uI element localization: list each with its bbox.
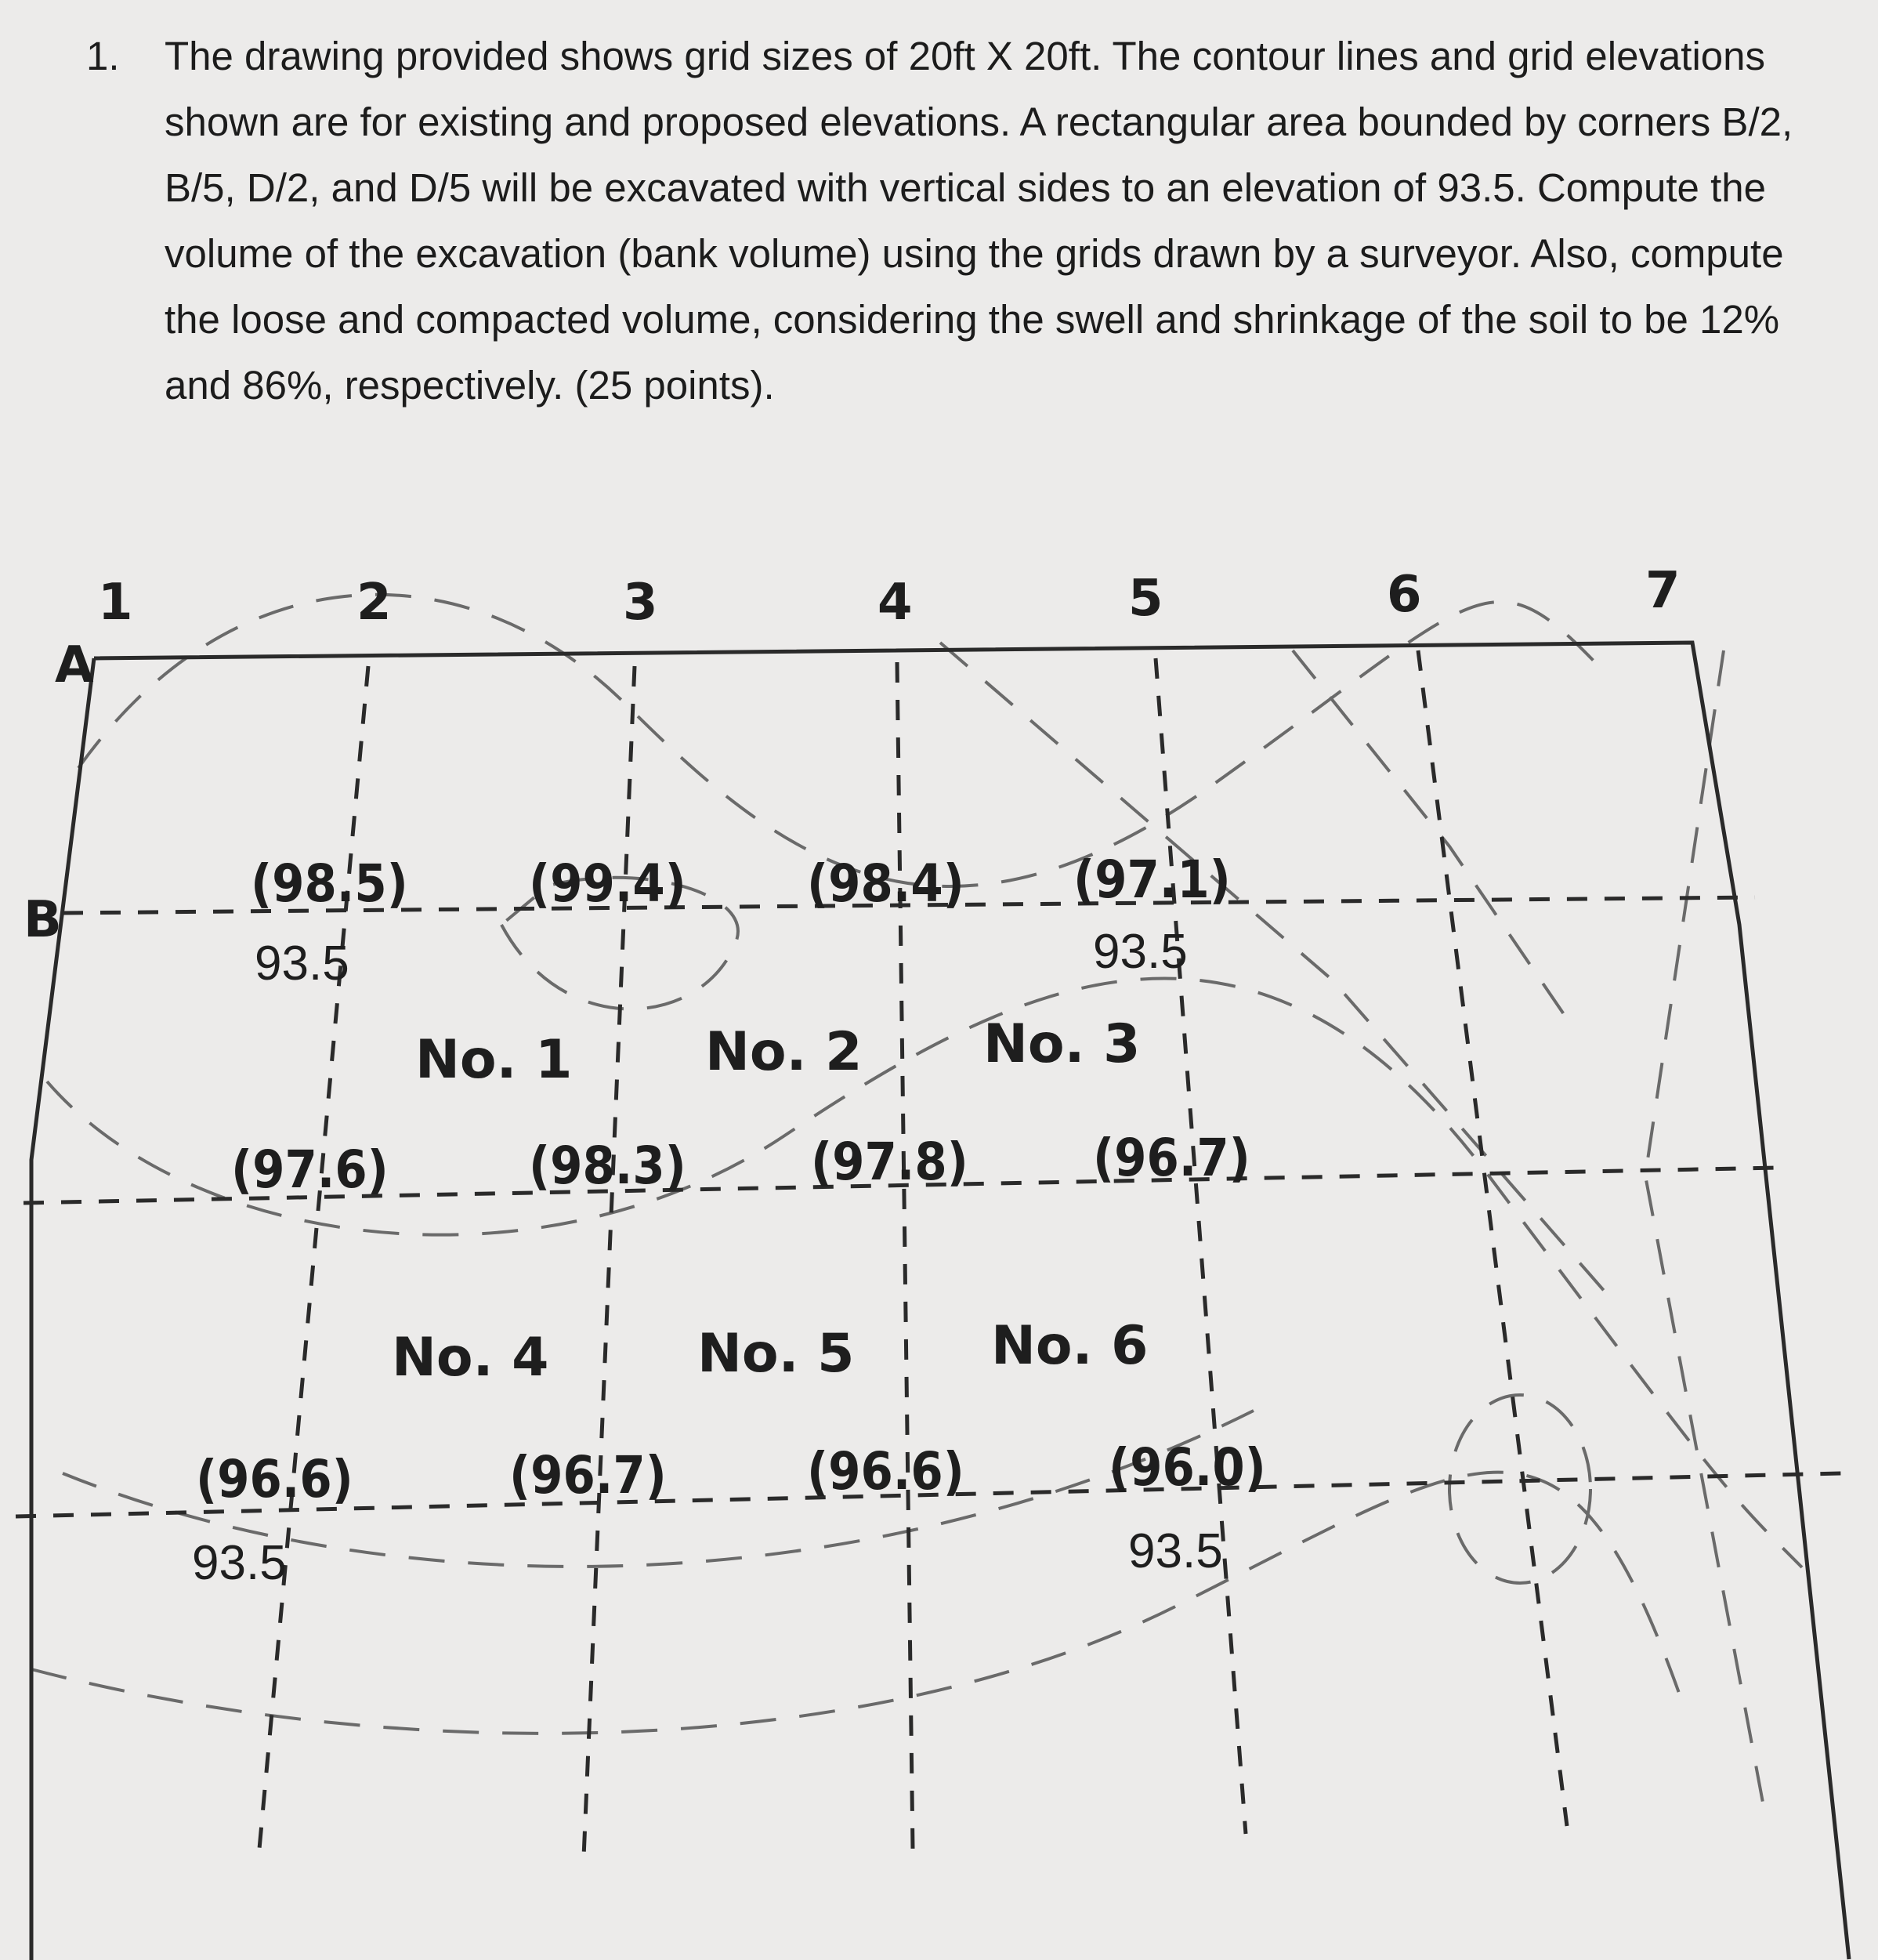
elev-C2: (97.6)	[231, 1139, 389, 1200]
elev-B2: (98.5)	[251, 853, 408, 914]
question-text: The drawing provided shows grid sizes of 20ft X 20ft. The contour lines and grid elevations shown are for existing and proposed elevations. A rectangular area bounded by corners B/2, B/5, D/2, and D/5 will be excavated with vertical sides to an elevation of 93.5. Compute the volume of the excavation (bank volume) using the grids drawn by a surveyor. Also, compute the loose and compacted volume, considering the swell and shrinkage of the soil to be 12% and 86%, respectively. (25 points).	[165, 34, 1793, 408]
cell-no-4: No. 4	[392, 1327, 549, 1389]
elev-B3: (99.4)	[529, 853, 686, 914]
row-labels	[24, 636, 94, 949]
cell-no-5: No. 5	[697, 1323, 855, 1385]
cell-no-6: No. 6	[991, 1315, 1149, 1377]
elev-B5: (97.1)	[1073, 850, 1231, 910]
column-label-6: 6	[1387, 566, 1422, 624]
row-label-B: B	[24, 891, 62, 949]
cell-no-3: No. 3	[983, 1013, 1141, 1075]
elev-B4: (98.4)	[807, 853, 964, 914]
elev-D3: (96.7)	[509, 1445, 667, 1505]
prop-B2: 93.5	[255, 937, 349, 991]
cell-no-2: No. 2	[705, 1021, 863, 1083]
row-label-A: A	[55, 636, 94, 694]
elev-D4: (96.6)	[807, 1441, 964, 1502]
elev-C3: (98.3)	[529, 1136, 686, 1196]
column-label-4: 4	[877, 574, 913, 632]
column-label-3: 3	[623, 574, 658, 632]
elev-C4: (97.8)	[811, 1132, 968, 1192]
elev-D2: (96.6)	[196, 1449, 353, 1509]
question-number: 1.	[86, 34, 120, 78]
cell-no-1: No. 1	[415, 1029, 573, 1091]
prop-D5: 93.5	[1128, 1524, 1223, 1578]
elev-C5: (96.7)	[1093, 1128, 1250, 1188]
prop-B5: 93.5	[1093, 925, 1188, 979]
column-label-7: 7	[1645, 562, 1681, 620]
elev-D5: (96.0)	[1109, 1437, 1266, 1498]
column-label-1: 1	[98, 574, 133, 632]
prop-D2: 93.5	[192, 1536, 287, 1590]
column-label-5: 5	[1128, 570, 1163, 628]
grid-lines	[16, 650, 1841, 1857]
site-border	[31, 643, 1849, 1960]
column-label-2: 2	[356, 574, 392, 632]
